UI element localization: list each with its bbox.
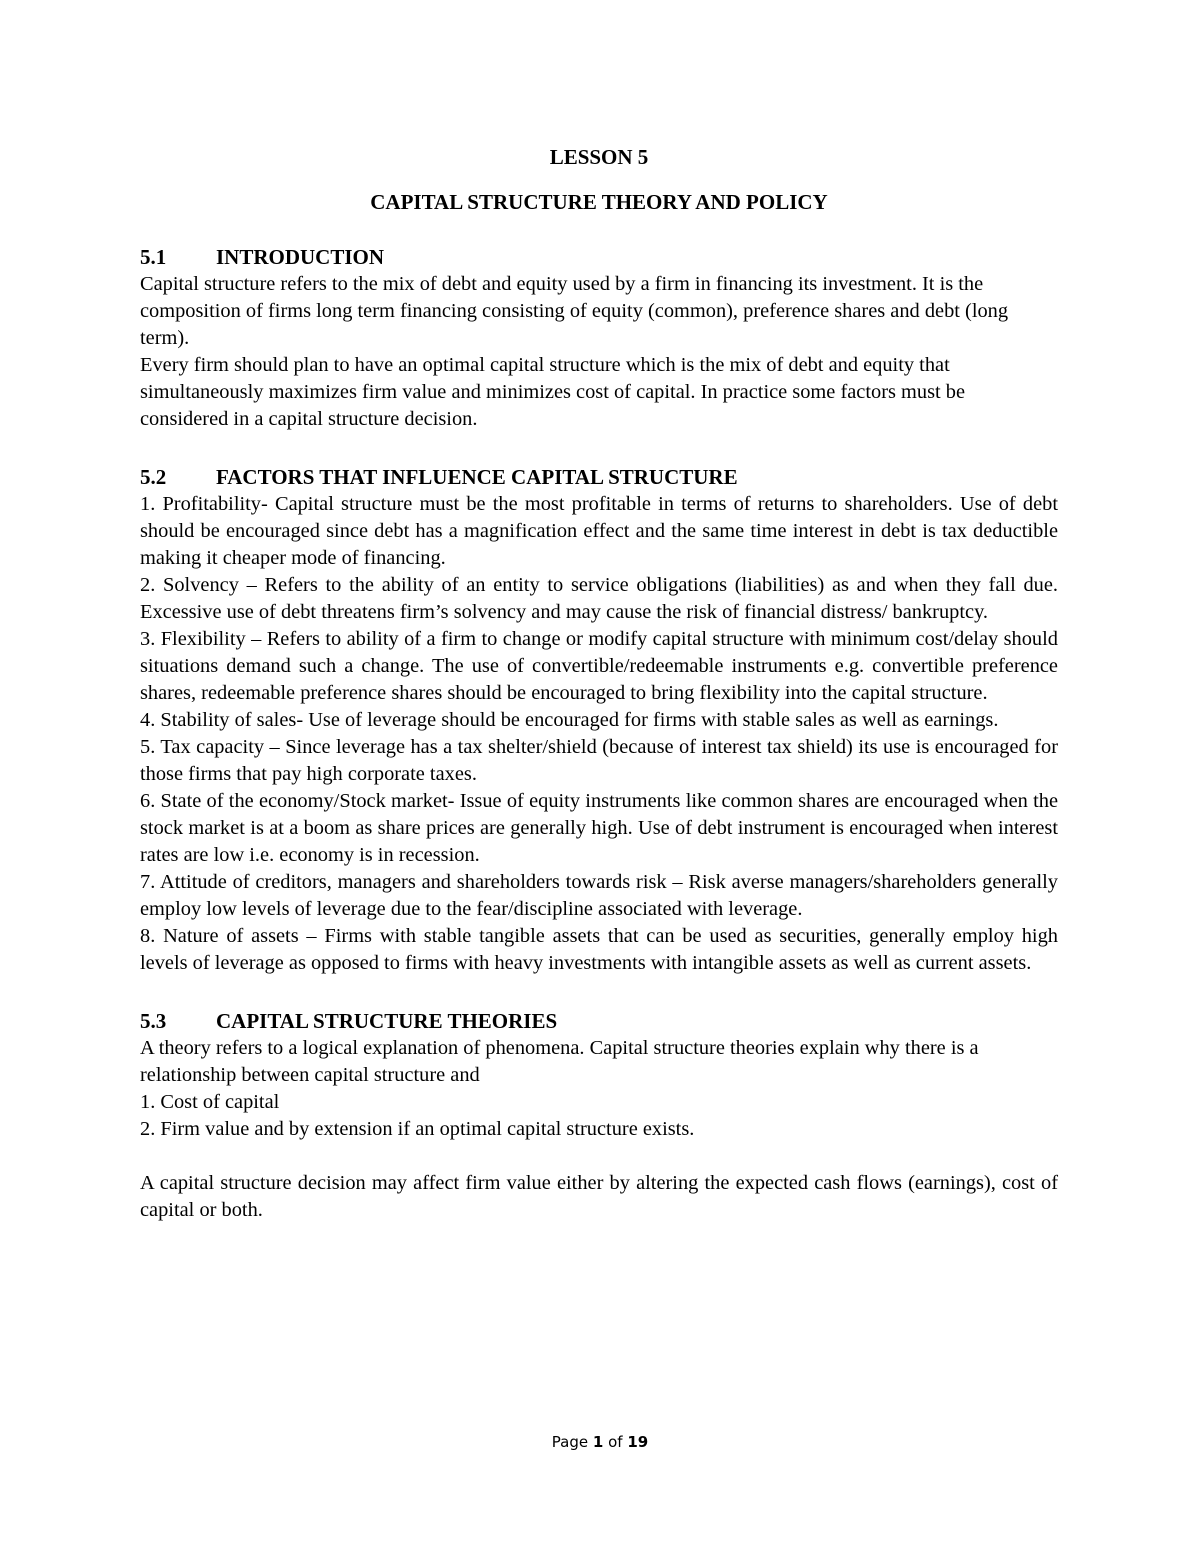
list-item: 1. Profitability- Capital structure must be the most profitable in terms of returns to shareholders. Use of debt should be encouraged since debt has a magnification effect and the same time interest in debt is tax deductible making it cheaper mode of financing. [140, 493, 1058, 569]
paragraph: Every firm should plan to have an optimal capital structure which is the mix of debt and equity that simultaneously maximizes firm value and minimizes cost of capital. In practice some factors must be considered in a capital structure decision. [140, 354, 966, 430]
of-word: of [608, 1433, 623, 1451]
section-heading [140, 1007, 1058, 1035]
section-title: FACTORS THAT INFLUENCE CAPITAL STRUCTURE [216, 465, 738, 489]
section-theories [140, 1007, 1058, 1224]
paragraph: Capital structure refers to the mix of debt and equity used by a firm in financing its investment. It is the composition of firms long term financing consisting of equity (common), preference shares and debt (long term). [140, 273, 1009, 349]
page-word: Page [551, 1433, 589, 1451]
page-content [140, 143, 1058, 1224]
section-introduction [140, 243, 1058, 433]
section-heading [140, 463, 1058, 491]
paragraph: A theory refers to a logical explanation of phenomena. Capital structure theories explain why there is a relationship between capital structure and [140, 1037, 979, 1086]
list-item: 6. State of the economy/Stock market- Issue of equity instruments like common shares are encouraged when the stock market is at a boom as share prices are generally high. Use of debt instrument is encouraged when interest rates are low i.e. economy is in recession. [140, 790, 1058, 866]
list-item: 2. Firm value and by extension if an optimal capital structure exists. [140, 1118, 695, 1140]
page-total: 19 [627, 1433, 649, 1451]
section-factors [140, 463, 1058, 977]
section-title: CAPITAL STRUCTURE THEORIES [216, 1009, 558, 1033]
section-number: 5.3 [140, 1009, 167, 1033]
spacer [140, 1143, 1058, 1170]
section-heading [140, 243, 1058, 271]
paragraph: A capital structure decision may affect firm value either by altering the expected cash flows (earnings), cost of capital or both. [140, 1172, 1058, 1221]
section-number: 5.2 [140, 465, 167, 489]
section-title: INTRODUCTION [216, 245, 385, 269]
list-item: 3. Flexibility – Refers to ability of a firm to change or modify capital structure with minimum cost/delay should situations demand such a change. The use of convertible/redeemable instruments e.g. convertible preference shares, redeemable preference shares should be encouraged to bring flexibility into the capital structure. [140, 628, 1058, 704]
lesson-label: LESSON 5 [549, 145, 649, 169]
section-number: 5.1 [140, 245, 167, 269]
page-footer [0, 1432, 1200, 1452]
page-number: 1 [592, 1433, 604, 1451]
list-item: 2. Solvency – Refers to the ability of an entity to service obligations (liabilities) as and when they fall due. Excessive use of debt threatens firm’s solvency and may cause the risk of financial distress/ bankruptcy. [140, 574, 1058, 623]
list-item: 7. Attitude of creditors, managers and shareholders towards risk – Risk averse managers/shareholders generally employ low levels of leverage due to the fear/discipline associated with leverage. [140, 871, 1058, 920]
list-item: 1. Cost of capital [140, 1091, 280, 1113]
document-title: CAPITAL STRUCTURE THEORY AND POLICY [370, 190, 828, 214]
list-item: 5. Tax capacity – Since leverage has a tax shelter/shield (because of interest tax shield) its use is encouraged for those firms that pay high corporate taxes. [140, 736, 1058, 785]
list-item: 8. Nature of assets – Firms with stable tangible assets that can be used as securities, generally employ high levels of leverage as opposed to firms with heavy investments with intangible assets as well as current assets. [140, 925, 1058, 974]
list-item: 4. Stability of sales- Use of leverage should be encouraged for firms with stable sales as well as earnings. [140, 709, 999, 731]
